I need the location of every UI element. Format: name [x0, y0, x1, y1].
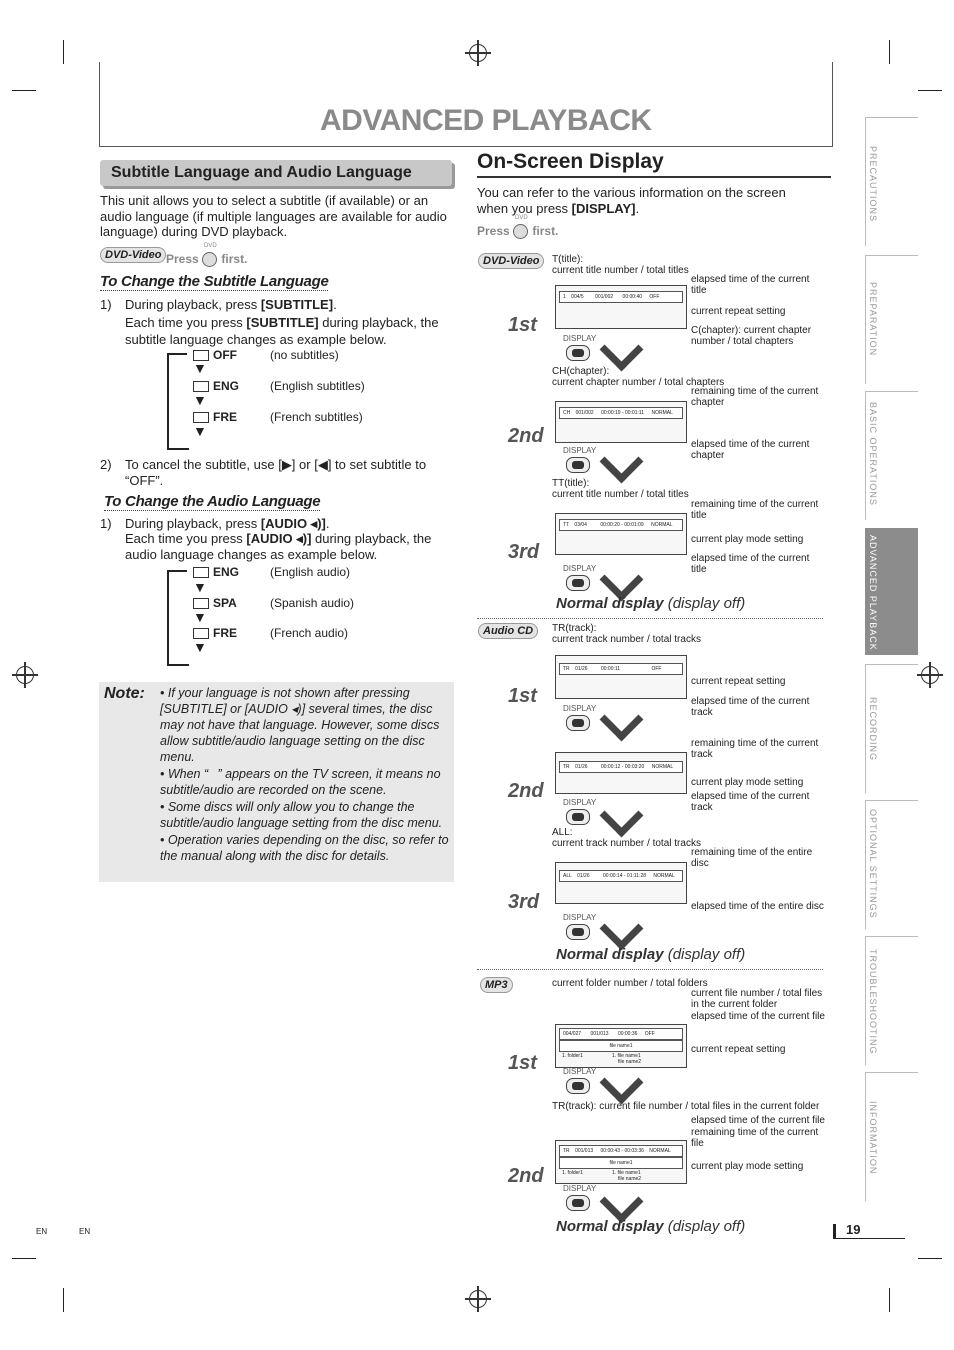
dvd-s1-top [552, 255, 689, 276]
ordinal-label: 3rd [508, 541, 540, 563]
ordinal-label: 2nd [508, 780, 544, 802]
osd-field: 00:00:12 - 00:03:20 [600, 764, 645, 770]
audio-desc: (Spanish audio) [270, 596, 355, 610]
ordinal-label: 2nd [508, 1165, 544, 1187]
mp3-s1-top: current folder number / total folders [552, 978, 708, 989]
osd-field: NORMAL [653, 873, 675, 879]
cycle-line [167, 353, 187, 355]
tab-label: INFORMATION [868, 1101, 878, 1175]
audio-key: [AUDIO ◂)] [246, 531, 312, 546]
cycle-line [167, 664, 189, 666]
ordinal-label: 1st [508, 1052, 537, 1074]
osd-field: OFF [644, 1031, 655, 1037]
osd-field: OFF [651, 666, 662, 672]
sub-step2: To cancel the subtitle, use [▶] or [◀] to set subtitle to “OFF”. [125, 457, 427, 488]
tab-recording[interactable] [865, 664, 918, 793]
normal-display-bold: Normal display [556, 946, 664, 963]
osd-note: remaining time of the current title [691, 499, 819, 521]
cycle-line [167, 448, 189, 450]
osd-field: 1 [563, 294, 566, 300]
tab-troubleshooting[interactable] [865, 936, 918, 1065]
osd-screen [555, 752, 687, 794]
osd-bar [559, 663, 683, 675]
osd-file: 1. file name1 [612, 1053, 641, 1059]
osd-field: 00:00:36 [617, 1031, 638, 1037]
tab-advanced-playback[interactable] [865, 528, 918, 655]
osd-field: 00:00:40 [622, 294, 643, 300]
osd-note: C(chapter): current chapter number / total chapters [691, 325, 812, 347]
display-label: DISPLAY [563, 1067, 597, 1076]
subtitle-icon [193, 412, 209, 423]
osd-intro [477, 185, 817, 216]
subtitle-heading: To Change the Subtitle Language [100, 273, 329, 290]
osd-field: TR [563, 1148, 570, 1154]
dvd-button-icon [513, 224, 528, 239]
sub-step1b-pre: Each time you press [125, 315, 247, 330]
osd-note: elapsed time of the current title [691, 553, 810, 575]
aud-step1-pre: During playback, press [125, 516, 261, 531]
display-label: DISPLAY [563, 446, 597, 455]
display-label: DISPLAY [563, 1184, 597, 1193]
aud-step1-post: . [325, 516, 330, 531]
osd-heading: On-Screen Display [477, 150, 664, 173]
display-key: [DISPLAY] [571, 200, 636, 216]
osd-note: current play mode setting [691, 534, 804, 545]
display-label: DISPLAY [563, 704, 597, 713]
normal-display-bold: Normal display [556, 1218, 664, 1235]
display-button-icon [566, 345, 590, 361]
registration-mark [16, 666, 34, 684]
audio-code: FRE [213, 626, 237, 640]
chevron-down-icon [600, 698, 644, 742]
subtitle-option-eng [193, 379, 239, 393]
osd-field: 00:00:20 - 00:01:09 [600, 522, 644, 528]
osd-field: 01/26 [575, 764, 588, 770]
subtitle-key: [SUBTITLE] [260, 297, 334, 312]
osd-bar [559, 761, 683, 773]
note-item: • If your language is not shown after pressing [SUBTITLE] or [AUDIO ◂)] several times, the disc may not have that language. However, some discs allow subtitle/audio language setting on the disc menu. [160, 686, 440, 764]
osd-screen [555, 513, 687, 555]
crop-mark [12, 90, 36, 91]
osd-field: 001/013 [575, 1148, 594, 1154]
subtitle-icon [193, 381, 209, 392]
osd-note: elapsed time of the current title [691, 274, 810, 296]
cd-s3-desc: current track number / total tracks [552, 837, 701, 849]
footer-lang: EN [79, 1227, 91, 1236]
tab-optional-settings[interactable] [865, 800, 918, 929]
dvd-s3-top [552, 479, 689, 500]
dvd-s1-desc: current title number / total titles [552, 264, 689, 276]
aud-step1-num: 1) [100, 516, 112, 531]
dvd-s2-label: CH(chapter): [552, 366, 610, 377]
sub-step1b-post: during playback, the subtitle language changes as example below. [125, 315, 439, 347]
subtitle-desc: (English subtitles) [270, 379, 365, 393]
subtitle-desc: (no subtitles) [270, 348, 339, 362]
tab-label: PREPARATION [868, 282, 878, 357]
osd-field: 01/26 [575, 666, 588, 672]
audio-option-spa [193, 596, 237, 610]
osd-field: CH [563, 410, 571, 416]
osd-field: 03/04 [574, 522, 587, 528]
osd-note: remaining time of the entire disc [691, 847, 813, 869]
osd-field: TR [563, 764, 570, 770]
osd-field: 01/26 [577, 873, 590, 879]
tab-label: BASIC OPERATIONS [868, 402, 878, 506]
audio-key: [AUDIO ◂)] [260, 516, 326, 531]
dvd-button-label: DVD [515, 215, 528, 221]
osd-field: 001/002 [595, 294, 614, 300]
tab-precautions[interactable] [865, 117, 918, 246]
osd-note: current play mode setting [691, 777, 804, 788]
down-arrow-icon: ▼ [193, 639, 207, 655]
audio-icon [193, 628, 209, 639]
osd-bar [559, 1028, 683, 1040]
osd-screen [555, 655, 687, 699]
dvd-s2-desc: current chapter number / total chapters [552, 376, 725, 388]
cycle-line [167, 353, 169, 450]
tab-label: TROUBLESHOOTING [868, 949, 878, 1055]
osd-field: NORMAL [651, 410, 673, 416]
subtitle-code: ENG [213, 379, 240, 393]
display-button-icon [566, 715, 590, 731]
chevron-down-icon [600, 440, 644, 484]
down-arrow-icon: ▼ [193, 579, 207, 595]
osd-note: current repeat setting [691, 306, 786, 317]
heading-rule [477, 176, 831, 178]
osd-note: elapsed time of the current track [691, 696, 810, 718]
note-list [160, 685, 450, 865]
osd-field: 004/027 [563, 1031, 582, 1037]
tab-label: PRECAUTIONS [868, 146, 878, 223]
normal-display-rest: (display off) [663, 946, 746, 963]
osd-screen [555, 285, 687, 329]
display-button-icon [566, 924, 590, 940]
osd-file-bar: file name1 [559, 1157, 683, 1169]
mp3-badge: MP3 [480, 977, 513, 993]
osd-note: current play mode setting [691, 1161, 804, 1172]
normal-display-bold: Normal display [556, 595, 664, 612]
osd-field: 00:00:14 - 01:11:28 [603, 873, 647, 879]
audio-desc: (French audio) [270, 626, 349, 640]
audio-option-eng [193, 565, 239, 579]
subtitle-code: OFF [213, 348, 237, 362]
display-button-icon [566, 575, 590, 591]
osd-note: current repeat setting [691, 1044, 786, 1055]
tab-label: ADVANCED PLAYBACK [868, 535, 878, 651]
down-arrow-icon: ▼ [193, 360, 207, 376]
osd-screen [555, 1140, 687, 1184]
audio-icon [193, 598, 209, 609]
cd-s1-desc: current track number / total tracks [552, 633, 701, 645]
crop-mark [918, 90, 942, 91]
down-arrow-icon: ▼ [193, 392, 207, 408]
osd-bar [559, 291, 683, 303]
osd-note: remaining time of the current track [691, 738, 819, 760]
cycle-line [167, 570, 187, 572]
dvd-button-icon [202, 252, 217, 267]
osd-field: TR [563, 666, 570, 672]
osd-note: current repeat setting [691, 676, 786, 687]
osd-screen [555, 401, 687, 443]
cd-s3-label: ALL: [552, 827, 573, 838]
normal-display-rest: (display off) [663, 1218, 746, 1235]
osd-folder: 1. folder1 [562, 1053, 583, 1059]
aud-step1b-pre: Each time you press [125, 531, 247, 546]
subtitle-option-off [193, 348, 237, 362]
audio-code: ENG [213, 565, 240, 579]
display-label: DISPLAY [563, 564, 597, 573]
section-separator [477, 618, 823, 619]
dvd-video-badge: DVD-Video [478, 253, 544, 269]
crop-mark [63, 1288, 64, 1312]
osd-field: NORMAL [649, 1148, 671, 1154]
osd-bar [559, 519, 683, 531]
sub-step1-num: 1) [100, 297, 112, 312]
note-item: • When “⃠” appears on the TV screen, it means no subtitle/audio are recorded on the scene. [160, 767, 441, 797]
display-label: DISPLAY [563, 334, 597, 343]
display-button-icon [566, 1078, 590, 1094]
dvd-s2-top [552, 367, 724, 388]
sub-step1-pre: During playback, press [125, 297, 261, 312]
footer-lang: EN [36, 1227, 48, 1236]
subtitle-desc: (French subtitles) [270, 410, 363, 424]
display-label: DISPLAY [563, 798, 597, 807]
sub-step1b [125, 314, 453, 348]
audio-option-fre [193, 626, 237, 640]
subtitle-key: [SUBTITLE] [246, 315, 319, 330]
crop-mark [63, 40, 64, 64]
crop-mark [918, 1258, 942, 1259]
osd-field: NORMAL [651, 764, 674, 770]
audio-cd-badge: Audio CD [478, 623, 538, 639]
cd-s1-label: TR(track): [552, 623, 597, 634]
crop-mark [889, 40, 890, 64]
registration-mark [469, 1290, 487, 1308]
down-arrow-icon: ▼ [193, 609, 207, 625]
display-button-icon [566, 1195, 590, 1211]
osd-intro-post: . [635, 200, 640, 216]
first-label: first. [532, 224, 559, 238]
press-label: Press [166, 252, 199, 266]
osd-note: elapsed time of the entire disc [691, 901, 824, 912]
note-label: Note: [104, 685, 145, 702]
chevron-down-icon [600, 328, 644, 372]
press-first [477, 215, 559, 239]
ordinal-label: 1st [508, 685, 537, 707]
aud-step1 [125, 516, 329, 532]
display-button-icon [566, 457, 590, 473]
audio-code: SPA [213, 596, 237, 610]
osd-bar [559, 1145, 683, 1157]
tab-label: RECORDING [868, 697, 878, 762]
cycle-line [167, 570, 169, 666]
note-item: • Operation varies depending on the disc, so refer to the manual along with the disc for details. [160, 833, 449, 863]
osd-note: remaining time of the current chapter [691, 386, 819, 408]
cd-s1-top [552, 624, 701, 645]
chevron-down-icon [600, 1180, 644, 1224]
osd-screen [555, 862, 687, 904]
dvd-video-badge: DVD-Video [100, 247, 166, 263]
osd-bar [559, 407, 683, 419]
chevron-down-icon [600, 907, 644, 951]
osd-note: remaining time of the current file [691, 1127, 819, 1149]
osd-file: 1. file name1 [612, 1170, 641, 1176]
sub-step1 [125, 297, 337, 313]
osd-file: file name2 [618, 1059, 642, 1065]
subtitle-code: FRE [213, 410, 237, 424]
registration-mark [921, 666, 939, 684]
tab-basic-operations[interactable] [865, 391, 918, 520]
ordinal-label: 2nd [508, 425, 544, 447]
osd-field: TT [563, 522, 570, 528]
page-title: ADVANCED PLAYBACK [320, 104, 652, 137]
note-item: • Some discs will only allow you to change the subtitle/audio language setting from the disc menu. [160, 800, 443, 830]
subtitle-icon [193, 350, 209, 361]
osd-field: 00:00:19 - 00:01:11 [601, 410, 645, 416]
osd-field: ALL [563, 873, 572, 879]
page-number-marker [833, 1224, 836, 1238]
normal-display [556, 595, 745, 612]
osd-field: OFF [649, 294, 660, 300]
osd-note: current file number / total files in the current folder [691, 988, 823, 1010]
osd-note: elapsed time of the current file [691, 1011, 825, 1022]
osd-note: elapsed time of the current chapter [691, 439, 810, 461]
audio-heading: To Change the Audio Language [104, 493, 321, 510]
osd-intro-pre: You can refer to the various information on the screen when you press [477, 185, 786, 216]
press-label: Press [477, 224, 510, 238]
audio-desc: (English audio) [270, 565, 351, 579]
tab-information[interactable] [865, 1072, 918, 1201]
osd-bar [559, 870, 683, 882]
osd-file: file name2 [618, 1176, 642, 1182]
osd-field: 001/002 [575, 410, 594, 416]
section-separator [477, 969, 823, 970]
osd-file-bar: file name1 [559, 1040, 683, 1052]
page-number-rule [833, 1238, 905, 1239]
aud-step1b-post: during playback, the audio language changes as example below. [125, 531, 432, 562]
page-number: 19 [846, 1222, 861, 1237]
normal-display [556, 1218, 745, 1235]
osd-note: elapsed time of the current track [691, 791, 810, 813]
mp3-s2-top: TR(track): current file number / total files in the current folder [552, 1101, 820, 1112]
ordinal-label: 3rd [508, 891, 540, 913]
osd-field: 00:00:43 - 00:03:36 [600, 1148, 644, 1154]
display-button-icon [566, 809, 590, 825]
dvd-button-label: DVD [204, 243, 217, 249]
intro-text: This unit allows you to select a subtitle (if available) or an audio language (if multiple languages are available for audio language) during DVD playback. [100, 193, 447, 239]
ordinal-label: 1st [508, 314, 537, 336]
sub-step2-num: 2) [100, 457, 112, 472]
display-label: DISPLAY [563, 913, 597, 922]
tab-preparation[interactable] [865, 255, 918, 384]
crop-mark [889, 1288, 890, 1312]
osd-note: elapsed time of the current file [691, 1115, 825, 1126]
dvd-s3-desc: current title number / total titles [552, 488, 689, 500]
osd-field: 004/5 [571, 294, 584, 300]
cd-s3-top [552, 828, 701, 849]
audio-icon [193, 567, 209, 578]
tab-label: OPTIONAL SETTINGS [868, 809, 878, 919]
down-arrow-icon: ▼ [193, 423, 207, 439]
osd-folder: 1. folder1 [562, 1170, 583, 1176]
aud-step1b [125, 531, 453, 562]
dvd-s1-label: T(title): [552, 254, 584, 265]
crop-mark [12, 1258, 36, 1259]
subtitle-option-fre [193, 410, 237, 424]
registration-mark [469, 44, 487, 62]
normal-display [556, 946, 745, 963]
dvd-s3-label: TT(title): [552, 478, 590, 489]
osd-field: 00:00:11 [600, 666, 621, 672]
section-heading: Subtitle Language and Audio Language [100, 160, 452, 186]
press-first [166, 243, 248, 267]
sub-step1-post: . [333, 297, 337, 312]
osd-field: 001/013 [590, 1031, 609, 1037]
normal-display-rest: (display off) [663, 595, 746, 612]
osd-field: NORMAL [651, 522, 673, 528]
first-label: first. [221, 252, 248, 266]
